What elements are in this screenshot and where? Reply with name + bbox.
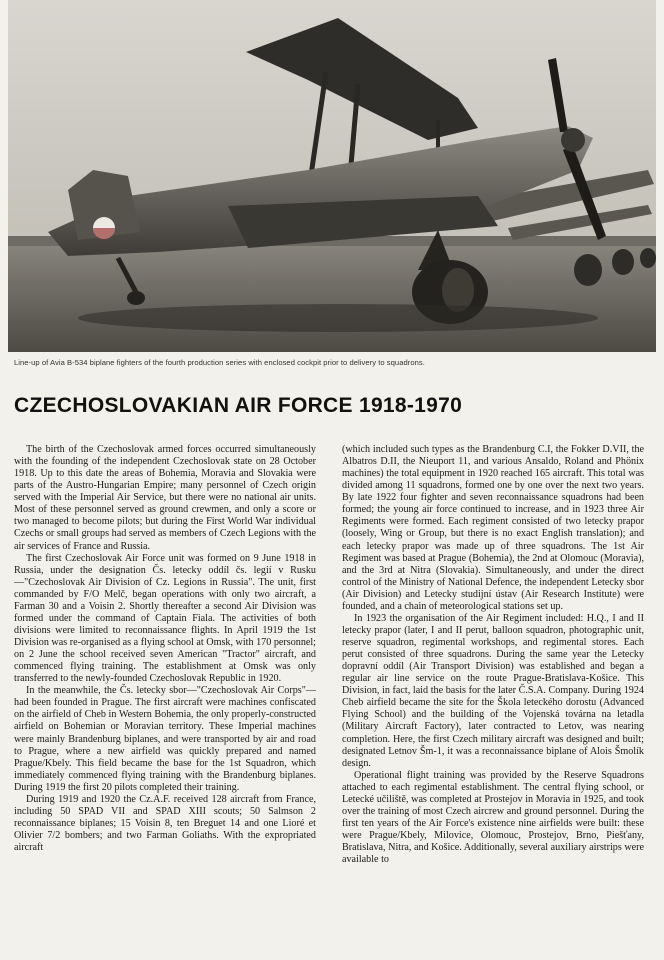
paragraph: In the meanwhile, the Čs. letecky sbor—"Czechoslovak Air Corps"—had been founded in Prague. The first aircraft were machines confiscated on the airfield of Cheb in Western Bohemia, the only properly-constructed airfield on Bohemian or Moravian territory. These Imperial machines were mainly Brandenburg biplanes, and were transported by air and road to Prague, where a new airfield was quickly prepared and named Prague/Kbely. This field became the base for the 1st Squadron, which immediately commenced flying training with the Brandenburg biplanes. During 1919 the first 20 pilots completed their training. bbox=[14, 685, 316, 793]
paragraph: During 1919 and 1920 the Cz.A.F. received 128 aircraft from France, including 50 SPAD VII and SPAD XIII scouts; 50 Salmson 2 reconnaissance biplanes; 15 Voisin 8, ten Breguet 14 and one Lioré et Olivier 7/2 bombers; and two Farman Goliaths. With the expropriated aircraft bbox=[14, 793, 316, 854]
article-title: CZECHOSLOVAKIAN AIR FORCE 1918-1970 bbox=[14, 394, 463, 417]
left-text-column bbox=[14, 444, 316, 954]
photo-caption: Line-up of Avia B-534 biplane fighters of the fourth production series with enclosed cockpit prior to delivery to squadrons. bbox=[14, 358, 425, 367]
paragraph: (which included such types as the Brandenburg C.I, the Fokker D.VII, the Albatros D.II, the Nieuport 11, and various Ansaldo, Roland and Phönix machines) the total equipment in 1920 reached 165 aircraft. This total was divided among 11 squadrons, formed one by one over the next two years. By late 1922 four fighter and seven reconnaissance squadrons had been formed; the young air force continued to increase, and in 1923 three Air Regiments were formed. Each regiment consisted of two letecky prapor (loosely, Wing or Group, but there is no exact English translation); and each letecky prapor was made up of three squadrons. The 1st Air Regiment was based at Prague (Bohemia), the 2nd at Olomouc (Moravia), and the 3rd at Nitra (Slovakia). Simultaneously, and under the direct control of the Ministry of National Defence, the independent Letecky sbor (Air Division) and Letecky studijní ústav (Air Research Institute) were founded, and a chain of meteorological stations set up. bbox=[342, 444, 644, 612]
paragraph: In 1923 the organisation of the Air Regiment included: H.Q., I and II letecky prapor (later, I and II perut, balloon squadron, photographic unit, reserve squadron, regimental workshops, and regimental stores. Each perut consisted of three squadrons. During the same year the Letecky dopravní oddíl (Air Transport Division) was established and began a regular air line service on the route Prague-Bratislava-Košice. This Division, in fact, laid the basis for the later Č.S.A. Company. During 1924 Cheb airfield became the site for the Škola leteckého dorostu (Advanced Flying School) and the building of the Vojenská továrna na letadla (Military Aircraft Factory), later contracted to Letov, was nearing completion. Here, the first Czech military aircraft was designed and built; designated Letnov Šm-1, it was a reconnaissance biplane of Alois Šmolík design. bbox=[342, 612, 644, 769]
paragraph: The first Czechoslovak Air Force unit was formed on 9 June 1918 in Russia, under the designation Čs. letecky oddíl čs. legií v Rusku—"Czechoslovak Air Division of Cz. Legions in Russia". The unit, first commanded by F/O Melč, began operations with only two aircraft, a Farman 30 and a Voisin 2. Shortly thereafter a second Air Division was formed under the command of Captain Fiala. The activities of both divisions were limited to reconnaissance flights. In April 1919 the 1st Division was re-organised as a flying school at Omsk, with 170 personnel; on 2 June the school received seven American "Tractor" aircraft, and commenced flying training. The establishment at Omsk was only transferred to the newly-founded Czechoslovak Republic in 1920. bbox=[14, 552, 316, 685]
paragraph: Operational flight training was provided by the Reserve Squadrons attached to each regimental establishment. The central flying school, or Letecké učiliště, was completed at Prostejov in Moravia in 1925, and took over the training of most Czech aircrew and ground personnel. During the first ten years of the Air Force's existence nine airfields were built: these were Prague/Kbely, Milovice, Olomouc, Prostejov, Brno, Piešťany, Bratislava, Nitra, and Košice. Additionally, several auxiliary airstrips were available to bbox=[342, 769, 644, 866]
paragraph: The birth of the Czechoslovak armed forces occurred simultaneously with the founding of the independent Czechoslovak state on 28 October 1918. Up to this date the areas of Bohemia, Moravia and Slovakia were parts of the Austro-Hungarian Empire; many personnel of Czech origin served with the Imperial Air Service, but there were no national air units. Most of these personnel served as ground crewmen, and only a score or two managed to become pilots; but during the First World War individual Czechs or small groups had served as members of Czech Legions with the air services of France and Russia. bbox=[14, 444, 316, 552]
biplane-lineup-photo bbox=[8, 0, 656, 352]
right-text-column bbox=[342, 444, 644, 954]
